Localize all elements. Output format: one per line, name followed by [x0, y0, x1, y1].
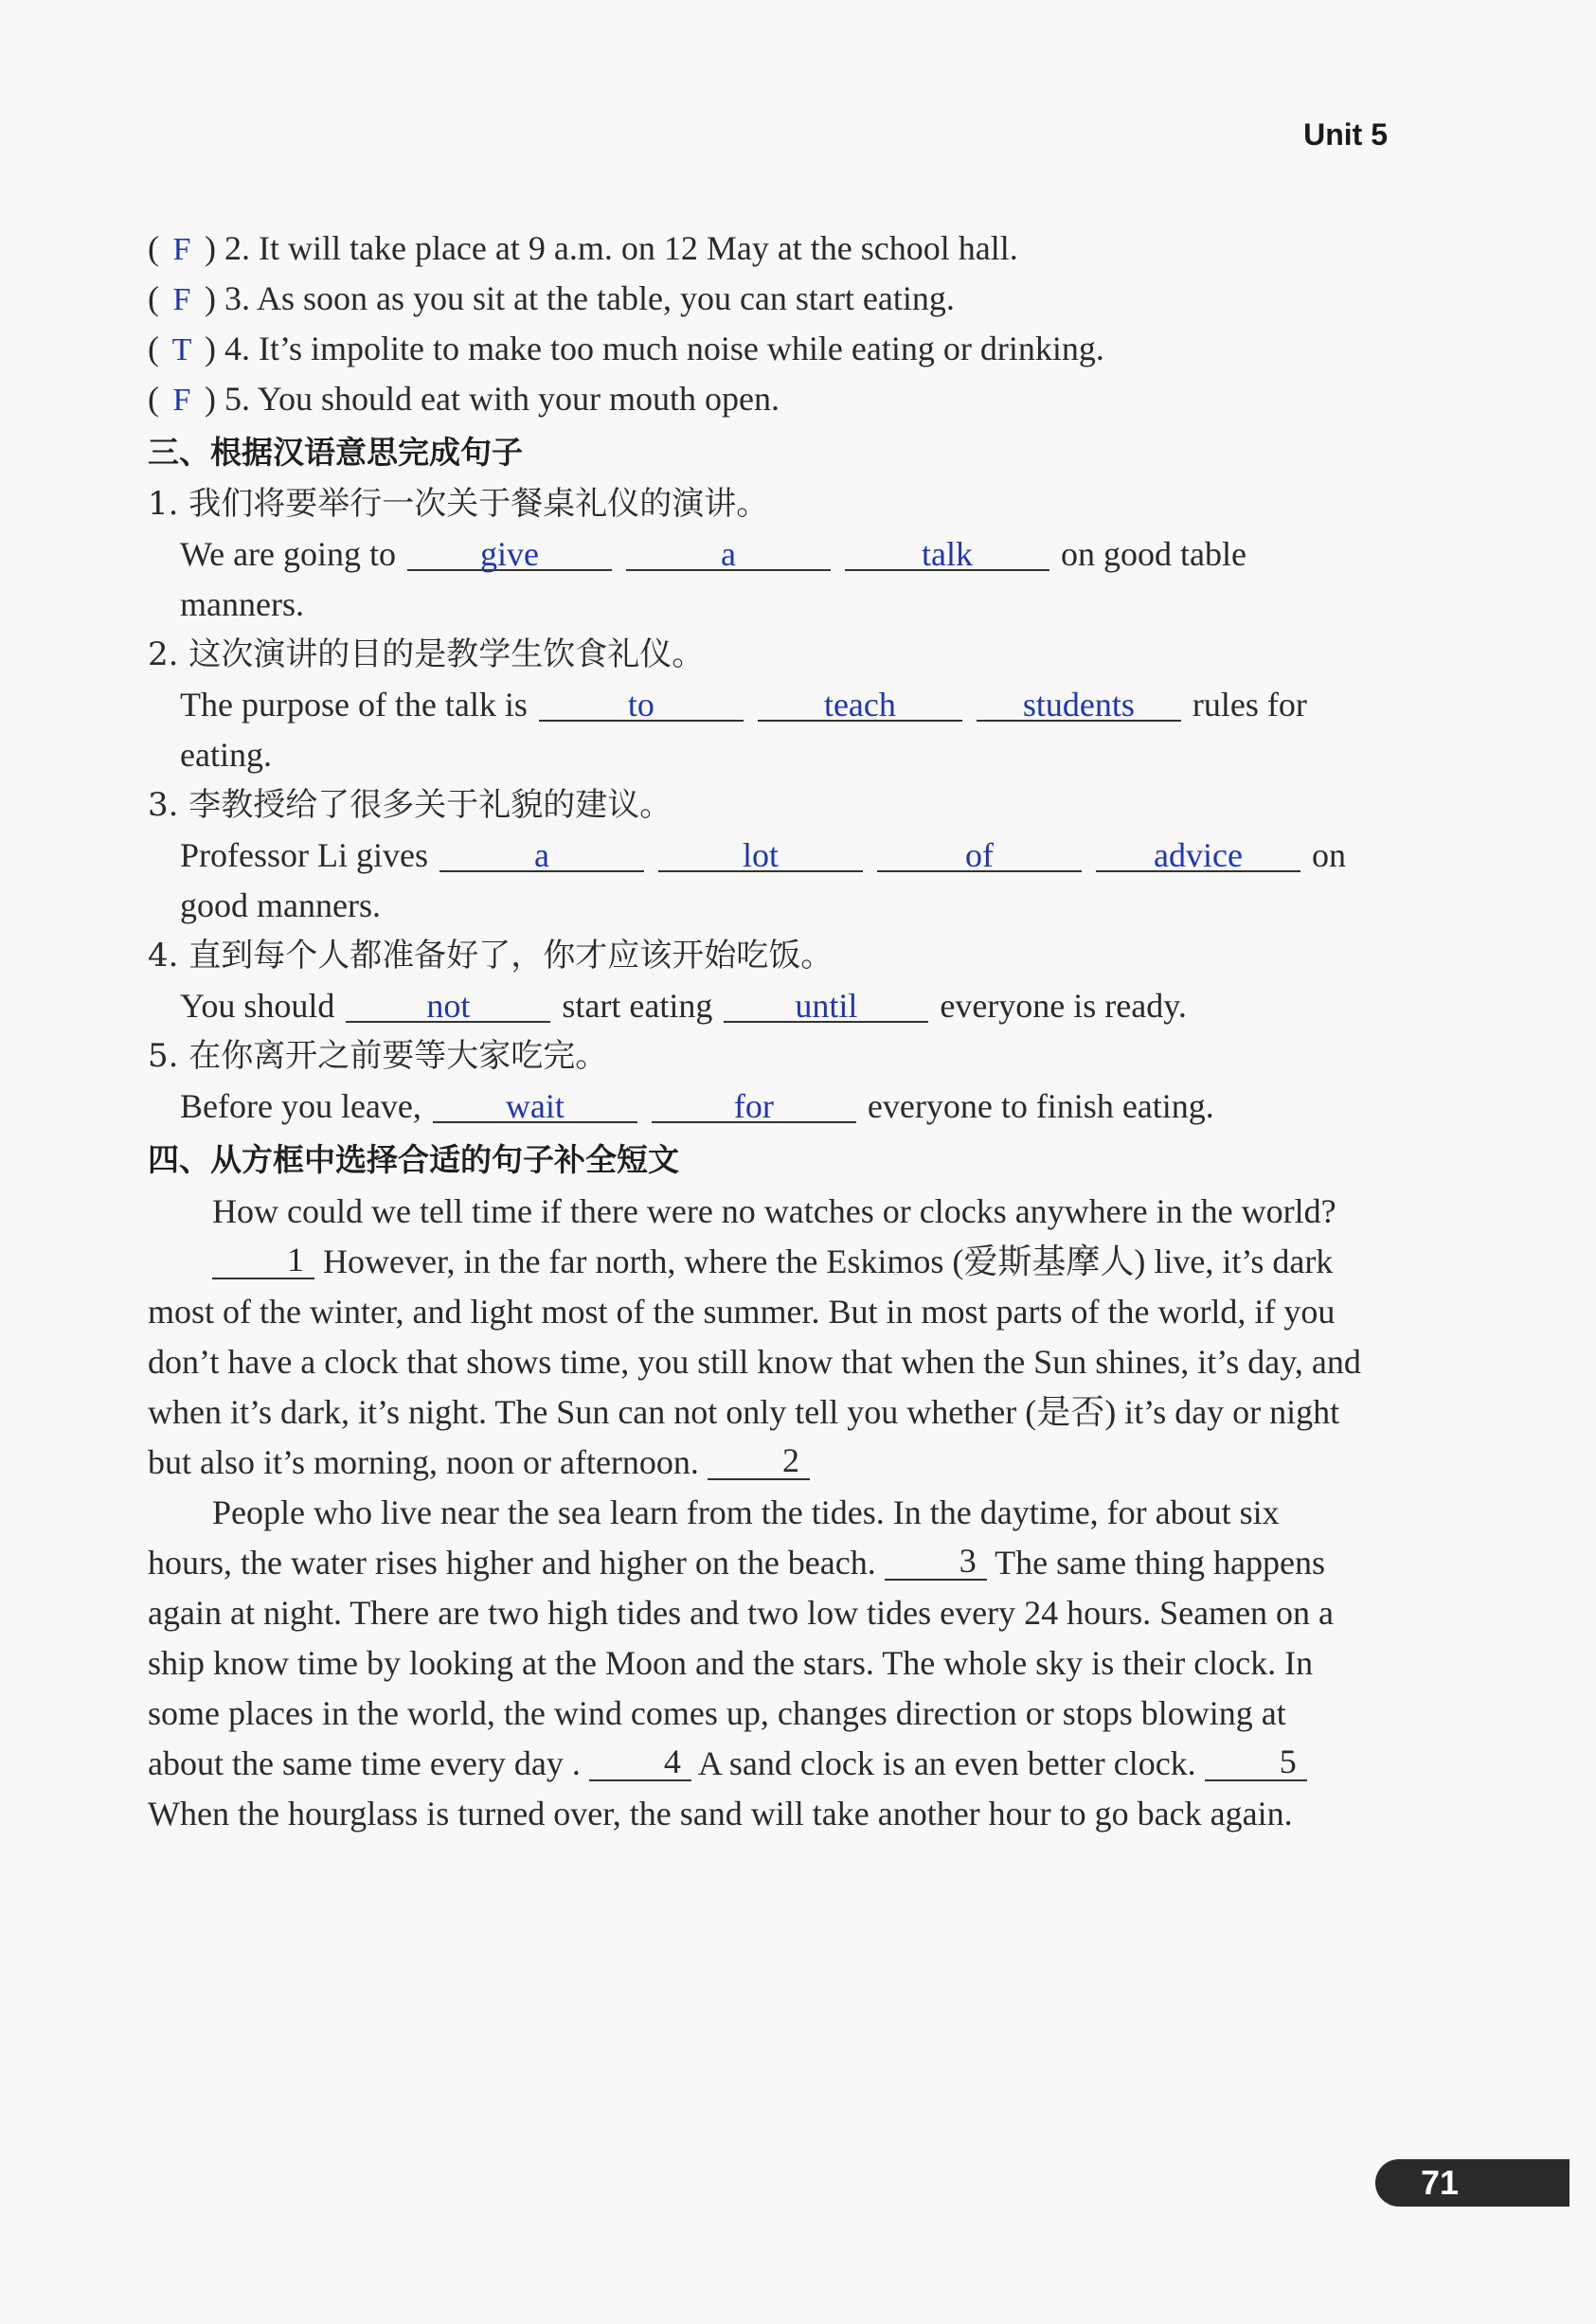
q-text: on: [1311, 836, 1346, 874]
tf-text: ) 2. It will take place at 9 a.m. on 12 May at the school hall.: [205, 229, 1018, 267]
passage-text: When the hourglass is turned over, the sand will take another hour to go back again.: [148, 1795, 1293, 1832]
q-text: everyone to finish eating.: [867, 1087, 1214, 1125]
answer-blank: not: [346, 983, 550, 1023]
tf-answer: F: [172, 383, 191, 418]
answer-blank: a: [626, 531, 831, 571]
answer-blank: give: [407, 531, 612, 571]
q-text: We are going to: [180, 535, 397, 573]
q3-english: [148, 831, 1370, 881]
q-text: on good table: [1061, 535, 1246, 573]
answer-blank: students: [977, 682, 1181, 722]
passage-blank-4: 4: [589, 1743, 691, 1781]
q-text: rules for: [1192, 686, 1307, 724]
passage-paragraph-3: [148, 1488, 1370, 1839]
q2-continuation: eating.: [180, 736, 272, 774]
q-text: You should: [180, 987, 335, 1025]
tf-text: ) 5. You should eat with your mouth open.: [205, 380, 780, 418]
unit-header: Unit 5: [1303, 117, 1388, 152]
q-text: start eating: [562, 987, 713, 1025]
answer-blank: until: [724, 983, 928, 1023]
answer-blank: to: [539, 682, 744, 722]
q-text: Professor Li gives: [180, 836, 428, 874]
answer-blank: a: [439, 832, 644, 872]
section-3-title: 三、根据汉语意思完成句子: [148, 434, 523, 471]
q3-continuation: good manners.: [180, 886, 381, 924]
passage-text: People who live near the sea learn from the tides. In the daytime, for about six hours, the water rises higher and higher on the beach.: [148, 1493, 1280, 1582]
q4-chinese: 4. 直到每个人都准备好了，你才应该开始吃饭。: [148, 937, 834, 974]
tf-text: ) 3. As soon as you sit at the table, you can start eating.: [205, 279, 955, 317]
tf-item-2: ( F ) 2. It will take place at 9 a.m. on 12 May at the school hall.: [148, 223, 1370, 274]
passage-blank-1: 1: [212, 1242, 314, 1279]
tf-answer: F: [172, 282, 191, 317]
q1-english: [148, 529, 1370, 580]
q1-continuation: manners.: [180, 585, 304, 623]
tf-answer: F: [172, 232, 191, 267]
answer-blank: lot: [658, 832, 863, 872]
answer-blank: teach: [758, 682, 962, 722]
passage-blank-2: 2: [708, 1442, 810, 1480]
tf-text: ) 4. It’s impolite to make too much noise while eating or drinking.: [205, 330, 1104, 367]
q-text: The purpose of the talk is: [180, 686, 528, 724]
passage-text: However, in the far north, where the Eskimos (爱斯基摩人) live, it’s dark most of the winter, and light most of the summer. But in most parts of the world, if you don’t have a clock that shows time, you still know that when the Sun shines, it’s day, and when it’s dark, it’s night. The Sun can not only tell you whether (是否) it’s day or night but also it’s morning, noon or afternoon.: [148, 1242, 1361, 1481]
passage-blank-5: 5: [1205, 1743, 1307, 1781]
q5-chinese: 5. 在你离开之前要等大家吃完。: [148, 1037, 608, 1075]
section-4-title: 四、从方框中选择合适的句子补全短文: [148, 1141, 679, 1178]
tf-item-5: ( F ) 5. You should eat with your mouth open.: [148, 374, 1370, 424]
answer-blank: of: [877, 832, 1082, 872]
q2-chinese: 2. 这次演讲的目的是教学生饮食礼仪。: [148, 635, 705, 673]
page-number: 71: [1375, 2159, 1569, 2207]
content: [148, 223, 1370, 1839]
q-text: Before you leave,: [180, 1087, 421, 1125]
q2-english: [148, 680, 1370, 730]
q1-chinese: 1. 我们将要举行一次关于餐桌礼仪的演讲。: [148, 485, 769, 523]
passage-blank-3: 3: [885, 1543, 987, 1581]
answer-blank: for: [652, 1083, 856, 1123]
tf-item-4: ( T ) 4. It’s impolite to make too much noise while eating or drinking.: [148, 324, 1370, 374]
q3-chinese: 3. 李教授给了很多关于礼貌的建议。: [148, 786, 672, 824]
passage-text: The same thing happens again at night. There are two high tides and two low tides every 24 hours. Seamen on a ship know time by looking at the Moon and the stars. The whole sky is their clock. In some places in the world, the wind comes up, changes direction or stops blowing at about the same time every day .: [148, 1544, 1335, 1782]
answer-blank: advice: [1096, 832, 1300, 872]
passage-text: A sand clock is an even better clock.: [697, 1744, 1196, 1782]
passage-paragraph-1: How could we tell time if there were no watches or clocks anywhere in the world?: [212, 1192, 1336, 1230]
q4-english: [148, 981, 1370, 1031]
q-text: everyone is ready.: [940, 987, 1187, 1025]
answer-blank: wait: [433, 1083, 637, 1123]
tf-answer: T: [171, 332, 192, 367]
tf-item-3: ( F ) 3. As soon as you sit at the table, you can start eating.: [148, 274, 1370, 324]
q5-english: [148, 1082, 1370, 1132]
passage-paragraph-2: [148, 1237, 1370, 1488]
answer-blank: talk: [845, 531, 1049, 571]
